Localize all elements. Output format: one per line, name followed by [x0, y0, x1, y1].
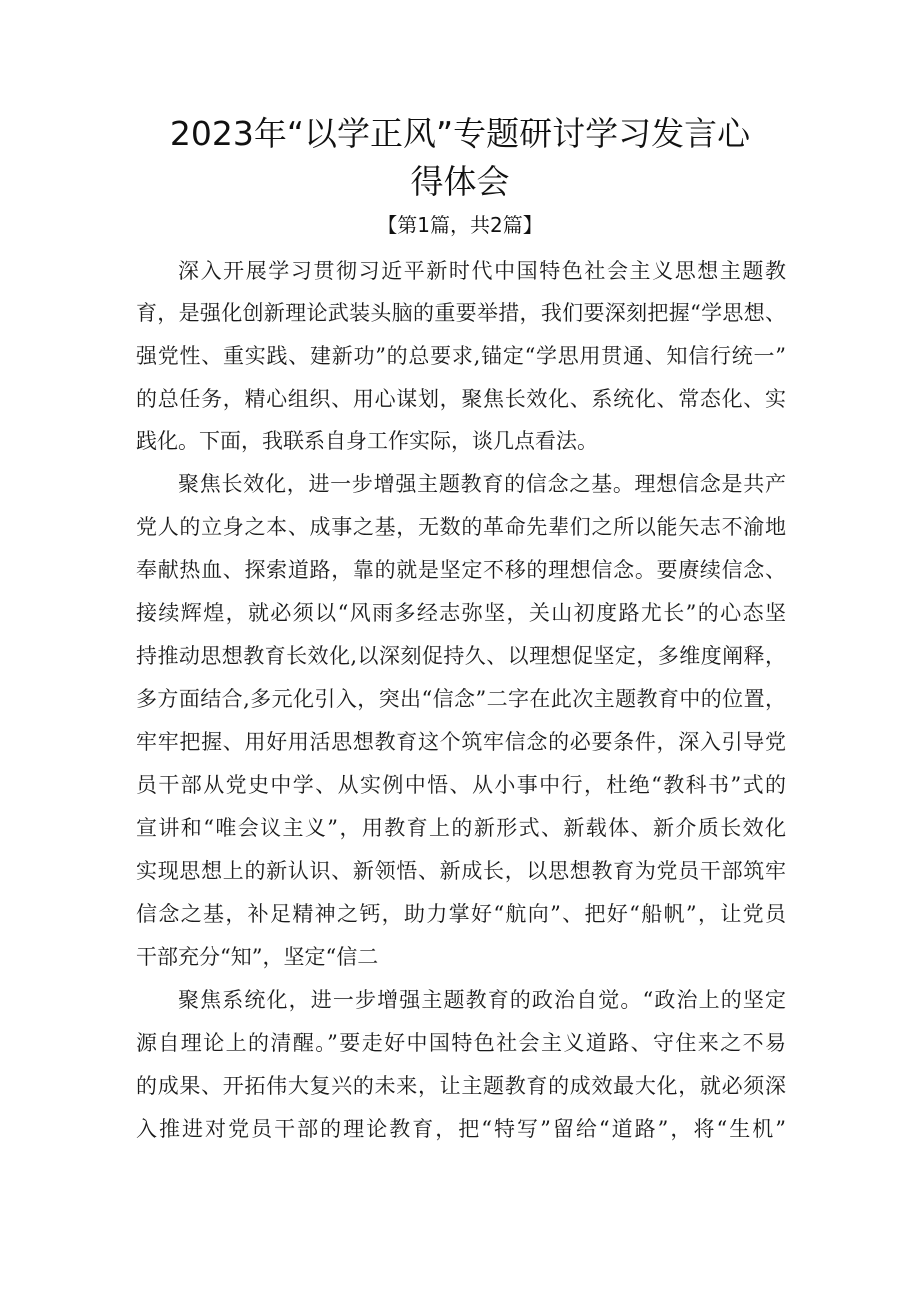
body-line: 深入开展学习贯彻习近平新时代中国特色社会主义思想主题教	[178, 259, 786, 283]
body-line: 信念之基，补足精神之钙，助力掌好“航向”、把好“船帆”，让党员	[136, 902, 786, 926]
body-line: 育，是强化创新理论武装头脑的重要举措，我们要深刻把握“学思想、	[136, 301, 786, 325]
body-line: 实现思想上的新认识、新领悟、新成长，以思想教育为党员干部筑牢	[136, 859, 786, 883]
body-line: 接续辉煌，就必须以“风雨多经志弥坚，关山初度路尤长”的心态坚	[136, 601, 786, 625]
document-title-line-1: 2023年“以学正风”专题研讨学习发言心	[169, 114, 751, 153]
body-line: 源自理论上的清醒。”要走好中国特色社会主义道路、守住来之不易	[136, 1031, 786, 1055]
body-line: 聚焦系统化，进一步增强主题教育的政治自觉。“政治上的坚定	[178, 988, 786, 1012]
body-line: 宣讲和“唯会议主义”，用教育上的新形式、新载体、新介质长效化	[136, 816, 786, 840]
body-line: 的成果、开拓伟大复兴的未来，让主题教育的成效最大化，就必须深	[136, 1074, 786, 1098]
body-line: 党人的立身之本、成事之基，无数的革命先辈们之所以能矢志不渝地	[136, 515, 786, 539]
body-line: 聚焦长效化，进一步增强主题教育的信念之基。理想信念是共产	[178, 472, 786, 496]
body-line: 持推动思想教育长效化,以深刻促持久、以理想促坚定，多维度阐释，	[136, 644, 786, 668]
body-line: 践化。下面，我联系自身工作实际，谈几点看法。	[136, 429, 598, 453]
body-line: 奉献热血、探索道路，靠的就是坚定不移的理想信念。要赓续信念、	[136, 558, 786, 582]
body-line: 牢牢把握、用好用活思想教育这个筑牢信念的必要条件，深入引导党	[136, 730, 786, 754]
body-line: 的总任务，精心组织、用心谋划，聚焦长效化、系统化、常态化、实	[136, 387, 786, 411]
document-title-line-2: 得体会	[410, 162, 510, 201]
body-line: 员干部从党史中学、从实例中悟、从小事中行，杜绝“教科书”式的	[136, 773, 786, 797]
body-line: 干部充分“知”，坚定“信二	[136, 945, 379, 969]
body-line: 入推进对党员干部的理论教育，把“特写”留给“道路”，将“生机”	[136, 1117, 786, 1141]
body-line: 多方面结合,多元化引入，突出“信念”二字在此次主题教育中的位置，	[136, 687, 786, 711]
body-line: 强党性、重实践、建新功”的总要求,锚定“学思用贯通、知信行统一”	[136, 344, 786, 368]
article-counter: 【第1篇，共2篇】	[377, 213, 543, 237]
